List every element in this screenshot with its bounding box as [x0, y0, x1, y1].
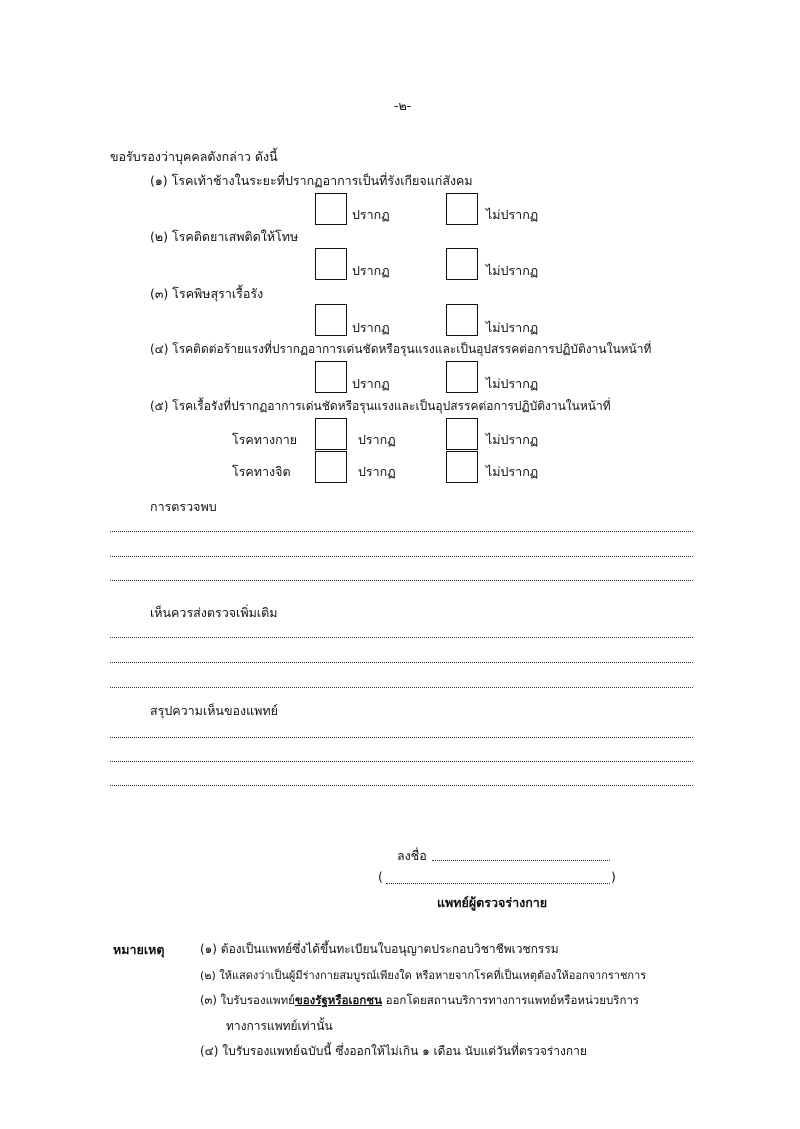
- sign-label: ลงชื่อ: [397, 848, 427, 863]
- physical-disease-label: โรคทางกาย: [232, 432, 298, 447]
- further-tests-heading: เห็นควรส่งตรวจเพิ่มเติม: [150, 605, 278, 620]
- item-3-label: (๓) โรคพิษสุราเรื้อรัง: [150, 286, 264, 301]
- item-1-label: (๑) โรคเท้าช้างในระยะที่ปรากฏอาการเป็นที่รังเกียจแก่สังคม: [150, 173, 473, 188]
- item-4-present-label: ปรากฏ: [352, 376, 390, 391]
- mental-present-checkbox[interactable]: [315, 451, 347, 483]
- conclusion-line-3[interactable]: [110, 785, 693, 786]
- conclusion-line-2[interactable]: [110, 761, 693, 762]
- physical-absent-label: ไม่ปรากฏ: [486, 432, 539, 447]
- note-4: (๔) ใบรับรองแพทย์ฉบับนี้ ซึ่งออกให้ไม่เกิน ๑ เดือน นับแต่วันที่ตรวจร่างกาย: [200, 1044, 587, 1058]
- physical-absent-checkbox[interactable]: [446, 418, 478, 450]
- item-1-absent-label: ไม่ปรากฏ: [486, 207, 539, 222]
- item-1-absent-checkbox[interactable]: [446, 193, 478, 225]
- printed-name-line[interactable]: [386, 883, 610, 884]
- further-tests-line-2[interactable]: [110, 662, 693, 663]
- item-3-present-checkbox[interactable]: [315, 304, 347, 336]
- note-3: [200, 992, 639, 1010]
- mental-present-label: ปรากฏ: [358, 464, 396, 479]
- physical-present-checkbox[interactable]: [315, 418, 347, 450]
- intro-text: ขอรับรองว่าบุคคลดังกล่าว ดังนี้: [110, 149, 278, 164]
- page-number: -๒-: [394, 98, 412, 113]
- item-2-present-label: ปรากฏ: [352, 263, 390, 278]
- note-3-prefix: (๓) ใบรับรองแพทย์: [200, 993, 295, 1007]
- note-1: (๑) ต้องเป็นแพทย์ซึ่งได้ขึ้นทะเบียนใบอนุญาตประกอบวิชาชีพเวชกรรม: [200, 942, 559, 956]
- item-5-label: (๕) โรคเรื้อรังที่ปรากฏอาการเด่นชัดหรือรุนแรงและเป็นอุปสรรคต่อการปฏิบัติงานในหน้าที่: [150, 399, 611, 413]
- conclusion-line-1[interactable]: [110, 737, 693, 738]
- note-2: (๒) ให้แสดงว่าเป็นผู้มีร่างกายสมบูรณ์เพียงใด หรือหายจากโรคที่เป็นเหตุต้องให้ออกจากราชการ: [200, 969, 647, 982]
- mental-absent-checkbox[interactable]: [446, 451, 478, 483]
- item-4-present-checkbox[interactable]: [315, 361, 347, 393]
- further-tests-line-3[interactable]: [110, 687, 693, 688]
- note-3-underlined: ของรัฐหรือเอกชน: [294, 993, 382, 1007]
- item-3-present-label: ปรากฏ: [352, 320, 390, 335]
- physical-present-label: ปรากฏ: [358, 432, 396, 447]
- item-2-label: (๒) โรคติดยาเสพติดให้โทษ: [150, 229, 299, 244]
- signature-title: แพทย์ผู้ตรวจร่างกาย: [437, 895, 548, 910]
- item-1-present-checkbox[interactable]: [315, 193, 347, 225]
- findings-heading: การตรวจพบ: [150, 499, 217, 514]
- notes-heading: หมายเหตุ: [113, 942, 165, 957]
- findings-line-2[interactable]: [110, 556, 693, 557]
- item-4-absent-label: ไม่ปรากฏ: [486, 376, 539, 391]
- name-close-paren: ): [611, 869, 616, 884]
- item-2-present-checkbox[interactable]: [315, 248, 347, 280]
- item-2-absent-label: ไม่ปรากฏ: [486, 263, 539, 278]
- note-3-suffix: ออกโดยสถานบริการทางการแพทย์หรือหน่วยบริการ: [381, 993, 640, 1007]
- mental-disease-label: โรคทางจิต: [232, 464, 291, 479]
- name-open-paren: (: [378, 869, 383, 884]
- signature-line[interactable]: [432, 860, 610, 861]
- item-2-absent-checkbox[interactable]: [446, 248, 478, 280]
- item-4-absent-checkbox[interactable]: [446, 361, 478, 393]
- item-4-label: (๔) โรคติดต่อร้ายแรงที่ปรากฏอาการเด่นชัดหรือรุนแรงและเป็นอุปสรรคต่อการปฏิบัติงานในหน้าที่: [150, 342, 652, 356]
- item-1-present-label: ปรากฏ: [352, 207, 390, 222]
- findings-line-1[interactable]: [110, 531, 693, 532]
- mental-absent-label: ไม่ปรากฏ: [486, 464, 539, 479]
- note-3-continuation: ทางการแพทย์เท่านั้น: [226, 1019, 333, 1033]
- further-tests-line-1[interactable]: [110, 637, 693, 638]
- item-3-absent-label: ไม่ปรากฏ: [486, 320, 539, 335]
- conclusion-heading: สรุปความเห็นของแพทย์: [150, 703, 278, 718]
- item-3-absent-checkbox[interactable]: [446, 304, 478, 336]
- findings-line-3[interactable]: [110, 580, 693, 581]
